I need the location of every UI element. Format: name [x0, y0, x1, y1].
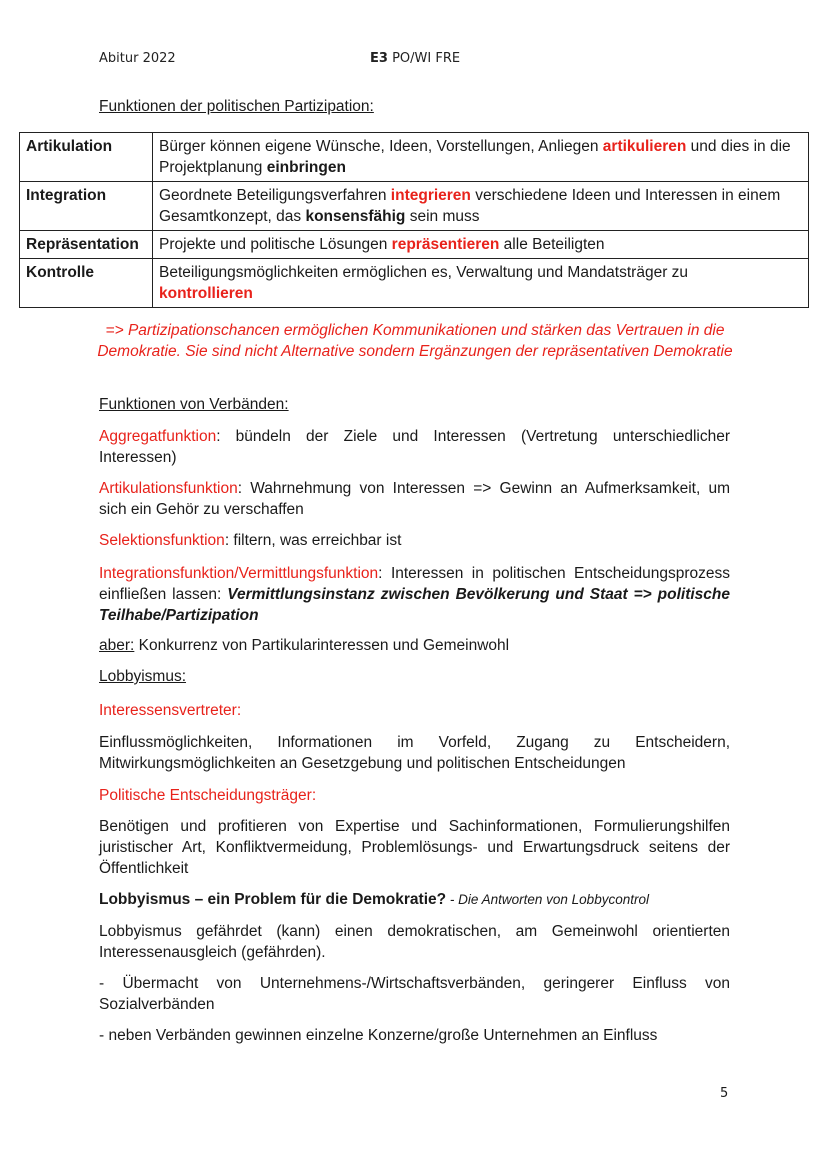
problem-bullet-1: - Übermacht von Unternehmens-/Wirtschaftsverbänden, geringerer Einfluss von Sozialverbänden [99, 975, 730, 1013]
row-highlight: repräsentieren [391, 236, 500, 253]
row-text-part: Beteiligungsmöglichkeiten ermöglichen es, Verwaltung und Mandatsträger zu [159, 264, 689, 281]
artikulation-paragraph [99, 478, 730, 520]
problem-heading [99, 889, 730, 910]
row-key: Repräsentation [20, 231, 153, 259]
problem-heading-source: - Die Antworten von Lobbycontrol [446, 892, 649, 907]
row-highlight: kontrollieren [159, 285, 253, 302]
integration-paragraph [99, 563, 730, 626]
artikulation-text: : Wahrnehmung von Interessen => Gewinn an Aufmerksamkeit, um sich ein Gehör zu verschaffen [99, 480, 730, 518]
row-text-part: Bürger können eigene Wünsche, Ideen, Vorstellungen, Anliegen [159, 138, 603, 155]
row-text-part: Geordnete Beteiligungsverfahren [159, 187, 391, 204]
header-center [370, 51, 460, 66]
row-text-part: alle Beteiligten [499, 236, 605, 253]
row-bold: konsensfähig [305, 208, 406, 225]
vertreter-label: Interessensvertreter: [99, 702, 242, 719]
row-key: Integration [20, 182, 153, 231]
aber-label: aber: [99, 637, 135, 654]
vertreter-text: Einflussmöglichkeiten, Informationen im Vorfeld, Zugang zu Entscheidern, Mitwirkungsmöglichkeiten an Gesetzgebung und politischen Entscheidungen [99, 734, 730, 772]
section1-title: Funktionen der politischen Partizipation: [99, 98, 374, 115]
row-text-part: sein muss [405, 208, 480, 225]
aggregat-paragraph [99, 426, 730, 468]
row-text-part: Projekte und politische Lösungen [159, 236, 392, 253]
row-text [153, 259, 809, 308]
selektion-paragraph [99, 530, 730, 551]
artikulation-label: Artikulationsfunktion [99, 480, 238, 497]
table-row [20, 133, 809, 182]
header-left: Abitur 2022 [99, 51, 176, 66]
row-text [153, 182, 809, 231]
row-highlight: artikulieren [602, 138, 687, 155]
table-row [20, 231, 809, 259]
aggregat-text: : bündeln der Ziele und Interessen (Vertretung unterschiedlicher Interessen) [99, 428, 730, 466]
selektion-label: Selektionsfunktion [99, 532, 225, 549]
integration-bold: Vermittlungsinstanz zwischen Bevölkerung und Staat => politische Teilhabe/Partizipation [99, 586, 730, 624]
header-center-rest: PO/WI FRE [387, 51, 461, 66]
header-center-bold: E3 [370, 51, 388, 66]
section2-title: Funktionen von Verbänden: [99, 396, 289, 413]
page-number: 5 [720, 1086, 729, 1101]
row-text-part: und dies in die Projektplanung [159, 138, 791, 176]
problem-heading-title: Lobbyismus – ein Problem für die Demokratie? [99, 891, 447, 908]
table-row [20, 182, 809, 231]
row-key: Artikulation [20, 133, 153, 182]
row-bold: einbringen [266, 159, 346, 176]
section3-title: Lobbyismus: [99, 668, 187, 685]
integration-label: Integrationsfunktion/Vermittlungsfunktion [99, 565, 379, 582]
aber-paragraph [99, 635, 730, 656]
row-text [153, 133, 809, 182]
traeger-label: Politische Entscheidungsträger: [99, 787, 317, 804]
integration-text: : Interessen in politischen Entscheidungsprozess einfließen lassen: [99, 565, 730, 603]
problem-bullet-2: - neben Verbänden gewinnen einzelne Konzerne/große Unternehmen an Einfluss [99, 1027, 658, 1044]
row-text-part: verschiedene Ideen und Interessen in einem Gesamtkonzept, das [159, 187, 781, 225]
aber-text: Konkurrenz von Partikularinteressen und Gemeinwohl [134, 637, 510, 654]
aggregat-label: Aggregatfunktion [99, 428, 217, 445]
traeger-text: Benötigen und profitieren von Expertise und Sachinformationen, Formulierungshilfen juristischer Art, Konfliktvermeidung, Problemlösungs- und Erwartungsdruck seitens der Öffentlichkeit [99, 818, 730, 877]
problem-paragraph: Lobbyismus gefährdet (kann) einen demokratischen, am Gemeinwohl orientierten Interessenausgleich (gefährden). [99, 923, 730, 961]
row-key: Kontrolle [20, 259, 153, 308]
row-text [153, 231, 809, 259]
participation-conclusion: => Partizipationschancen ermöglichen Kommunikationen und stärken das Vertrauen in die Demokratie. Sie sind nicht Alternative sondern Ergänzungen der repräsentativen Demokratie [97, 322, 733, 360]
row-highlight: integrieren [390, 187, 471, 204]
selektion-text: : filtern, was erreichbar ist [224, 532, 402, 549]
participation-table [19, 132, 809, 308]
table-row [20, 259, 809, 308]
